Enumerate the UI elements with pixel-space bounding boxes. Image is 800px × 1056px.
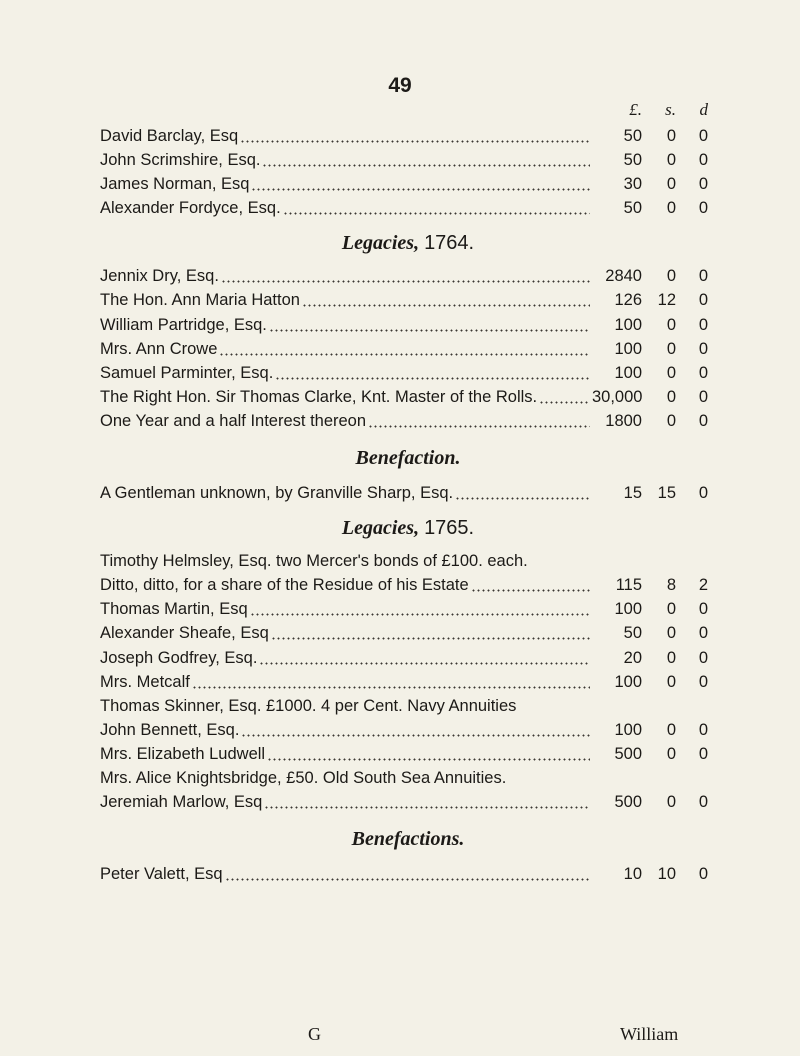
ledger-row: [100, 597, 716, 621]
dot-leader: [241, 718, 590, 742]
amount-pounds: 100: [614, 315, 642, 334]
dot-leader: [471, 573, 590, 597]
entry-name: David Barclay, Esq: [100, 127, 239, 145]
ledger-row: [100, 313, 716, 337]
amount-pence: 0: [698, 865, 708, 884]
dot-leader: [302, 288, 590, 312]
note-text: Mrs. Alice Knightsbridge, £50. Old South Sea Annuities.: [100, 768, 507, 787]
dot-leader: [250, 597, 590, 621]
amount-pounds: 50: [623, 199, 642, 218]
entry-name-cell: [100, 337, 590, 361]
heading-title: Benefactions.: [351, 828, 465, 851]
dot-leader: [539, 385, 590, 409]
section-legacies-1765-cont: [100, 718, 716, 766]
amount-shillings: 15: [657, 484, 676, 503]
dot-leader: [455, 481, 590, 505]
entry-name-cell: [100, 790, 590, 814]
entry-name-cell: [100, 597, 590, 621]
heading-benefaction: [100, 433, 716, 481]
section-benefactions: [100, 862, 716, 886]
ledger-row: [100, 573, 716, 597]
dot-leader: [259, 646, 590, 670]
entry-name: Alexander Sheafe, Esq: [100, 624, 269, 643]
amount-pounds: 1800: [605, 411, 642, 430]
heading-year: 1764.: [424, 232, 475, 255]
currency-column-headers: [100, 100, 716, 124]
note-row: [100, 766, 716, 790]
amount-shillings: 0: [666, 387, 676, 406]
entry-name: A Gentleman unknown, by Granville Sharp, Esq.: [100, 484, 454, 503]
ledger-row: [100, 385, 716, 409]
ledger-row: [100, 196, 716, 220]
dot-leader: [192, 670, 590, 694]
amount-shillings: 0: [666, 672, 676, 691]
amount-pence: 0: [698, 793, 708, 812]
ledger-row: [100, 172, 716, 196]
entry-name: James Norman, Esq: [100, 175, 250, 194]
dot-leader: [262, 148, 590, 172]
amount-pounds: 100: [614, 672, 642, 691]
heading-title: Legacies,: [341, 517, 420, 540]
entry-name: Samuel Parminter, Esq.: [100, 363, 274, 382]
section-legacies-1765-end: [100, 790, 716, 814]
amount-pence: 0: [698, 720, 708, 739]
dot-leader: [275, 361, 590, 385]
ledger-row: [100, 264, 716, 288]
amount-pence: 0: [698, 291, 708, 310]
amount-pence: 0: [698, 387, 708, 406]
catchword: William: [620, 1024, 679, 1044]
entry-name-cell: [100, 148, 590, 172]
amount-shillings: 0: [666, 267, 676, 286]
amount-pence: 0: [698, 127, 708, 145]
amount-shillings: 12: [657, 291, 676, 310]
entry-name: Mrs. Metcalf: [100, 672, 190, 691]
entry-name-cell: [100, 124, 590, 148]
ledger-row: [100, 481, 716, 505]
amount-pence: 0: [698, 315, 708, 334]
ledger-row: [100, 670, 716, 694]
amount-pence: 0: [698, 600, 708, 619]
amount-pounds: 500: [614, 744, 642, 763]
heading-title: Benefaction.: [355, 447, 461, 470]
entry-name: Jennix Dry, Esq.: [100, 267, 219, 286]
entry-name: Mrs. Ann Crowe: [100, 339, 218, 358]
signature-mark: G: [308, 1024, 321, 1044]
entry-name-cell: [100, 718, 590, 742]
section-benefaction: [100, 481, 716, 505]
amount-pounds: 50: [623, 127, 642, 145]
dot-leader: [267, 742, 590, 766]
amount-shillings: 0: [666, 600, 676, 619]
amount-pounds: 126: [614, 291, 642, 310]
amount-shillings: 0: [666, 363, 676, 382]
entry-name-cell: [100, 621, 590, 645]
dot-leader: [219, 337, 590, 361]
entry-name: William Partridge, Esq.: [100, 315, 267, 334]
amount-shillings: 0: [666, 315, 676, 334]
amount-shillings: 0: [666, 127, 676, 145]
entry-name-cell: [100, 385, 590, 409]
amount-shillings: 10: [657, 865, 676, 884]
amount-pence: 2: [698, 576, 708, 595]
amount-shillings: 0: [666, 151, 676, 170]
amount-pounds: 100: [614, 363, 642, 382]
amount-pounds: 30,000: [592, 387, 643, 406]
amount-pounds: 30: [623, 175, 642, 194]
section-legacies-1765: [100, 573, 716, 693]
ledger-row: [100, 409, 716, 433]
ledger-row: [100, 288, 716, 312]
pence-column-header: d: [699, 100, 708, 119]
entry-name-cell: [100, 573, 590, 597]
ledger-row: [100, 646, 716, 670]
amount-pence: 0: [698, 672, 708, 691]
dot-leader: [221, 264, 590, 288]
amount-pounds: 100: [614, 720, 642, 739]
heading-legacies-1765: [100, 505, 716, 549]
amount-shillings: 0: [666, 339, 676, 358]
amount-pence: 0: [698, 175, 708, 194]
dot-leader: [271, 621, 590, 645]
note-row: [100, 549, 716, 573]
section-donors: [100, 124, 716, 220]
amount-pounds: 500: [614, 793, 642, 812]
amount-pence: 0: [698, 744, 708, 763]
entry-name-cell: [100, 313, 590, 337]
entry-name: Alexander Fordyce, Esq.: [100, 199, 281, 218]
entry-name: Ditto, ditto, for a share of the Residue of his Estate: [100, 576, 469, 595]
entry-name-cell: [100, 670, 590, 694]
amount-pence: 0: [698, 648, 708, 667]
entry-name-cell: [100, 172, 590, 196]
dot-leader: [240, 124, 590, 148]
amount-pounds: 115: [615, 576, 642, 595]
dot-leader: [269, 313, 590, 337]
amount-pence: 0: [698, 624, 708, 643]
dot-leader: [368, 409, 590, 433]
ledger-row: [100, 148, 716, 172]
entry-name: Mrs. Elizabeth Ludwell: [100, 744, 266, 763]
section-legacies-1764: [100, 264, 716, 433]
ledger-row: [100, 621, 716, 645]
entry-name-cell: [100, 288, 590, 312]
dot-leader: [283, 196, 590, 220]
entry-name-cell: [100, 862, 590, 886]
entry-name-cell: [100, 264, 590, 288]
amount-shillings: 0: [666, 648, 676, 667]
amount-shillings: 0: [666, 793, 676, 812]
amount-pence: 0: [698, 339, 708, 358]
dot-leader: [264, 790, 590, 814]
amount-shillings: 0: [666, 411, 676, 430]
amount-pence: 0: [698, 484, 708, 503]
amount-pounds: 100: [614, 339, 642, 358]
amount-shillings: 0: [666, 175, 676, 194]
ledger-row: [100, 124, 716, 148]
entry-name: Jeremiah Marlow, Esq: [100, 793, 263, 812]
amount-pence: 0: [698, 199, 708, 218]
amount-pounds: 100: [614, 600, 642, 619]
entry-name: One Year and a half Interest thereon: [100, 411, 367, 430]
amount-pounds: 50: [623, 151, 642, 170]
amount-shillings: 0: [666, 624, 676, 643]
amount-pounds: 2840: [605, 267, 642, 286]
amount-pounds: 50: [623, 624, 642, 643]
heading-title: Legacies,: [341, 232, 420, 255]
amount-shillings: 0: [666, 720, 676, 739]
ledger-row: [100, 337, 716, 361]
entry-name: Peter Valett, Esq: [100, 865, 223, 884]
entry-name: The Hon. Ann Maria Hatton: [100, 291, 300, 310]
amount-pounds: 15: [623, 484, 642, 503]
entry-name: Thomas Martin, Esq: [100, 600, 248, 619]
amount-pence: 0: [698, 267, 708, 286]
note-text: Timothy Helmsley, Esq. two Mercer's bonds of £100. each.: [100, 552, 528, 571]
heading-benefactions: [100, 814, 716, 862]
ledger-row: [100, 742, 716, 766]
shillings-column-header: s.: [665, 100, 676, 119]
entry-name: Joseph Godfrey, Esq.: [100, 648, 258, 667]
entry-name-cell: [100, 196, 590, 220]
entry-name: The Right Hon. Sir Thomas Clarke, Knt. Master of the Rolls.: [100, 387, 538, 406]
entry-name: John Scrimshire, Esq.: [100, 151, 261, 170]
note-row: [100, 694, 716, 718]
heading-year: 1765.: [424, 517, 475, 540]
amount-shillings: 0: [666, 199, 676, 218]
entry-name-cell: [100, 646, 590, 670]
ledger-row: [100, 361, 716, 385]
entry-name-cell: [100, 361, 590, 385]
entry-name-cell: [100, 409, 590, 433]
entry-name: John Bennett, Esq.: [100, 720, 240, 739]
ledger-row: [100, 862, 716, 886]
dot-leader: [251, 172, 590, 196]
amount-shillings: 8: [666, 576, 676, 595]
dot-leader: [225, 862, 590, 886]
amount-pence: 0: [698, 411, 708, 430]
heading-legacies-1764: [100, 220, 716, 264]
amount-pence: 0: [698, 151, 708, 170]
pounds-column-header: £.: [629, 100, 642, 119]
ledger-row: [100, 718, 716, 742]
entry-name-cell: [100, 742, 590, 766]
page-number: 49: [388, 74, 412, 97]
amount-pence: 0: [698, 363, 708, 382]
amount-pounds: 20: [623, 648, 642, 667]
entry-name-cell: [100, 481, 590, 505]
amount-shillings: 0: [666, 744, 676, 763]
ledger: [100, 100, 716, 886]
ledger-row: [100, 790, 716, 814]
amount-pounds: 10: [623, 865, 642, 884]
note-text: Thomas Skinner, Esq. £1000. 4 per Cent. Navy Annuities: [100, 696, 517, 715]
